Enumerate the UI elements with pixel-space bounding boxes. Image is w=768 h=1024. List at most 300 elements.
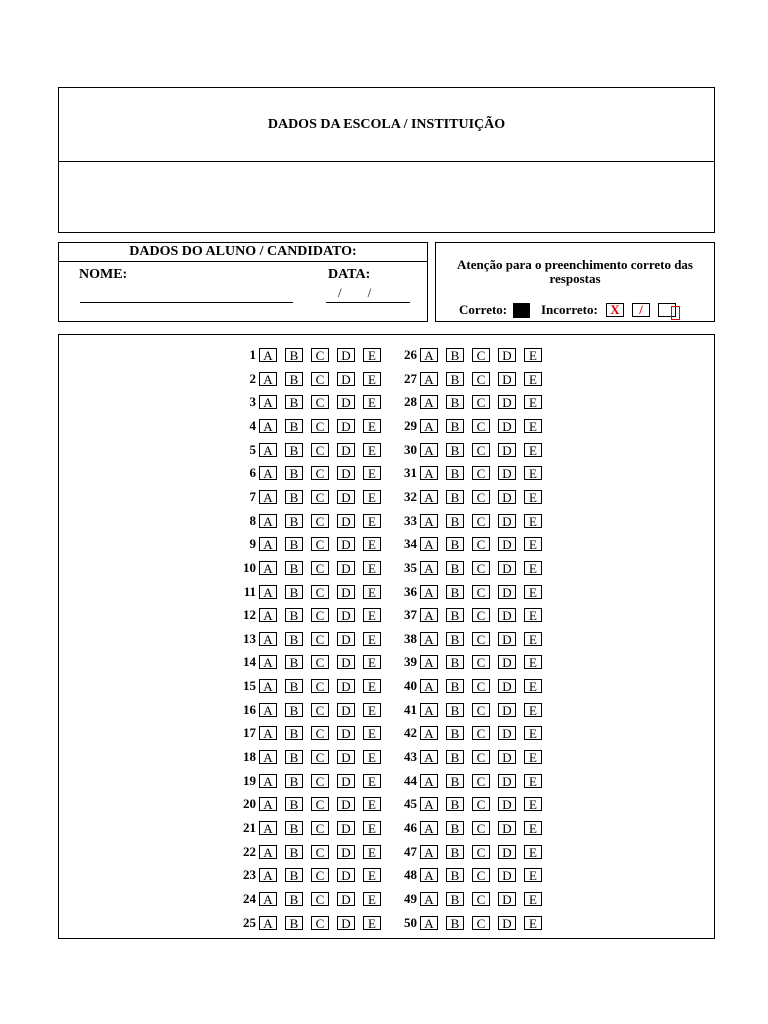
answer-option-c[interactable]: C [311, 821, 329, 835]
answer-option-e[interactable]: E [363, 443, 381, 457]
answer-option-c[interactable]: C [472, 655, 490, 669]
answer-option-b[interactable]: B [285, 750, 303, 764]
answer-option-e[interactable]: E [524, 655, 542, 669]
answer-option-d[interactable]: D [337, 561, 355, 575]
answer-option-d[interactable]: D [337, 490, 355, 504]
answer-option-e[interactable]: E [363, 466, 381, 480]
answer-option-e[interactable]: E [524, 514, 542, 528]
answer-option-c[interactable]: C [311, 750, 329, 764]
answer-option-c[interactable]: C [472, 537, 490, 551]
answer-option-a[interactable]: A [259, 797, 277, 811]
answer-option-a[interactable]: A [259, 537, 277, 551]
answer-option-b[interactable]: B [285, 537, 303, 551]
answer-option-d[interactable]: D [498, 821, 516, 835]
answer-option-a[interactable]: A [259, 679, 277, 693]
student-data-box [58, 242, 428, 322]
question-number: 5 [249, 441, 256, 457]
answer-option-d[interactable]: D [498, 774, 516, 788]
answer-option-a[interactable]: A [420, 372, 438, 386]
answer-option-b[interactable]: B [285, 395, 303, 409]
answer-option-d[interactable]: D [498, 395, 516, 409]
question-number: 33 [404, 512, 417, 528]
question-number: 7 [249, 488, 256, 504]
answer-option-c[interactable]: C [311, 608, 329, 622]
answer-option-b[interactable]: B [446, 372, 464, 386]
answer-option-d[interactable]: D [337, 632, 355, 646]
answer-option-a[interactable]: A [420, 750, 438, 764]
answer-option-d[interactable]: D [498, 655, 516, 669]
answer-option-c[interactable]: C [311, 561, 329, 575]
answer-option-b[interactable]: B [285, 797, 303, 811]
question-number: 11 [243, 583, 256, 599]
answer-option-d[interactable]: D [498, 726, 516, 740]
question-number: 12 [243, 607, 256, 623]
answer-option-e[interactable]: E [363, 797, 381, 811]
answer-option-b[interactable]: B [446, 821, 464, 835]
answer-option-a[interactable]: A [420, 916, 438, 930]
answer-option-b[interactable]: B [446, 537, 464, 551]
answer-option-d[interactable]: D [337, 679, 355, 693]
answer-option-d[interactable]: D [498, 561, 516, 575]
answer-option-d[interactable]: D [337, 845, 355, 859]
answer-option-c[interactable]: C [472, 868, 490, 882]
answer-option-b[interactable]: B [446, 703, 464, 717]
answer-option-b[interactable]: B [446, 395, 464, 409]
answer-option-a[interactable]: A [259, 655, 277, 669]
answer-option-d[interactable]: D [498, 797, 516, 811]
answer-option-e[interactable]: E [363, 774, 381, 788]
answer-option-e[interactable]: E [524, 845, 542, 859]
question-number: 50 [404, 914, 417, 930]
answer-option-c[interactable]: C [472, 892, 490, 906]
answer-option-b[interactable]: B [285, 868, 303, 882]
answer-option-d[interactable]: D [498, 703, 516, 717]
question-number: 28 [404, 394, 417, 410]
answer-option-e[interactable]: E [524, 395, 542, 409]
answer-option-c[interactable]: C [472, 466, 490, 480]
answer-option-b[interactable]: B [285, 443, 303, 457]
answer-option-d[interactable]: D [498, 419, 516, 433]
question-number: 45 [404, 796, 417, 812]
answer-option-a[interactable]: A [420, 726, 438, 740]
answer-option-a[interactable]: A [420, 514, 438, 528]
answer-option-b[interactable]: B [285, 466, 303, 480]
correct-label: Correto: [459, 302, 508, 317]
answer-option-c[interactable]: C [311, 726, 329, 740]
answer-option-c[interactable]: C [472, 608, 490, 622]
answer-option-b[interactable]: B [446, 608, 464, 622]
answer-option-a[interactable]: A [259, 348, 277, 362]
answer-option-a[interactable]: A [259, 750, 277, 764]
answer-option-a[interactable]: A [259, 514, 277, 528]
answer-option-b[interactable]: B [285, 774, 303, 788]
answer-option-c[interactable]: C [472, 726, 490, 740]
question-number: 16 [243, 701, 256, 717]
answer-option-a[interactable]: A [259, 632, 277, 646]
answer-option-a[interactable]: A [420, 797, 438, 811]
answer-option-e[interactable]: E [363, 868, 381, 882]
answer-option-c[interactable]: C [311, 703, 329, 717]
answer-option-d[interactable]: D [337, 916, 355, 930]
answer-option-d[interactable]: D [498, 372, 516, 386]
answer-option-e[interactable]: E [524, 774, 542, 788]
question-number: 40 [404, 678, 417, 694]
answer-option-a[interactable]: A [259, 821, 277, 835]
answer-option-c[interactable]: C [472, 845, 490, 859]
answer-option-b[interactable]: B [285, 419, 303, 433]
answer-option-a[interactable]: A [420, 419, 438, 433]
answer-option-b[interactable]: B [446, 679, 464, 693]
answer-option-e[interactable]: E [524, 443, 542, 457]
answer-option-e[interactable]: E [524, 585, 542, 599]
answer-option-d[interactable]: D [498, 585, 516, 599]
answer-option-d[interactable]: D [498, 537, 516, 551]
answer-option-a[interactable]: A [420, 608, 438, 622]
answer-option-b[interactable]: B [285, 585, 303, 599]
question-number: 30 [404, 441, 417, 457]
answer-option-b[interactable]: B [446, 466, 464, 480]
answer-option-e[interactable]: E [524, 797, 542, 811]
question-number: 9 [249, 536, 256, 552]
question-number: 10 [243, 559, 256, 575]
answer-option-c[interactable]: C [311, 892, 329, 906]
answer-option-d[interactable]: D [337, 868, 355, 882]
answer-option-b[interactable]: B [285, 916, 303, 930]
answer-option-e[interactable]: E [524, 466, 542, 480]
answer-option-d[interactable]: D [498, 490, 516, 504]
answer-option-d[interactable]: D [498, 679, 516, 693]
answer-option-b[interactable]: B [446, 750, 464, 764]
answer-option-b[interactable]: B [285, 608, 303, 622]
answer-option-c[interactable]: C [472, 395, 490, 409]
answer-option-b[interactable]: B [446, 868, 464, 882]
answer-option-c[interactable]: C [472, 750, 490, 764]
answer-option-a[interactable]: A [420, 655, 438, 669]
answer-option-d[interactable]: D [337, 372, 355, 386]
question-number: 13 [243, 630, 256, 646]
answer-option-a[interactable]: A [420, 395, 438, 409]
answer-grid [59, 335, 714, 938]
question-number: 22 [243, 843, 256, 859]
answer-option-e[interactable]: E [363, 514, 381, 528]
answer-option-d[interactable]: D [498, 892, 516, 906]
question-number: 44 [404, 772, 417, 788]
answer-option-d[interactable]: D [337, 655, 355, 669]
answer-option-c[interactable]: C [311, 490, 329, 504]
answer-option-a[interactable]: A [420, 466, 438, 480]
answer-option-e[interactable]: E [363, 703, 381, 717]
answer-option-b[interactable]: B [446, 845, 464, 859]
answer-option-d[interactable]: D [498, 916, 516, 930]
answer-option-e[interactable]: E [363, 845, 381, 859]
answer-option-d[interactable]: D [337, 585, 355, 599]
answer-option-a[interactable]: A [420, 845, 438, 859]
answer-option-c[interactable]: C [311, 348, 329, 362]
answer-option-e[interactable]: E [363, 892, 381, 906]
answer-option-d[interactable]: D [337, 395, 355, 409]
answer-option-e[interactable]: E [363, 726, 381, 740]
incorrect-mark-slash: / [632, 303, 650, 317]
answer-option-c[interactable]: C [311, 514, 329, 528]
answer-option-b[interactable]: B [446, 797, 464, 811]
answer-option-b[interactable]: B [285, 655, 303, 669]
question-number: 15 [243, 678, 256, 694]
answer-option-b[interactable]: B [446, 916, 464, 930]
answer-option-e[interactable]: E [363, 561, 381, 575]
answer-option-d[interactable]: D [337, 774, 355, 788]
answer-option-a[interactable]: A [259, 372, 277, 386]
answer-option-e[interactable]: E [363, 490, 381, 504]
answer-option-a[interactable]: A [259, 608, 277, 622]
answer-option-c[interactable]: C [472, 372, 490, 386]
answer-option-d[interactable]: D [498, 466, 516, 480]
answer-option-b[interactable]: B [285, 561, 303, 575]
answer-option-b[interactable]: B [285, 726, 303, 740]
answer-option-c[interactable]: C [472, 490, 490, 504]
answer-option-a[interactable]: A [259, 916, 277, 930]
answer-option-b[interactable]: B [285, 679, 303, 693]
answer-option-e[interactable]: E [524, 608, 542, 622]
answer-option-c[interactable]: C [311, 655, 329, 669]
answer-option-a[interactable]: A [420, 703, 438, 717]
answer-option-e[interactable]: E [524, 679, 542, 693]
question-number: 17 [243, 725, 256, 741]
answer-option-d[interactable]: D [337, 348, 355, 362]
answer-option-e[interactable]: E [524, 537, 542, 551]
answer-option-d[interactable]: D [337, 726, 355, 740]
answer-option-d[interactable]: D [337, 443, 355, 457]
answer-option-a[interactable]: A [259, 466, 277, 480]
answer-option-c[interactable]: C [472, 821, 490, 835]
answer-option-a[interactable]: A [420, 537, 438, 551]
answer-option-c[interactable]: C [472, 419, 490, 433]
answer-option-e[interactable]: E [524, 892, 542, 906]
answer-option-d[interactable]: D [498, 632, 516, 646]
correct-mark-sample [513, 303, 530, 318]
answer-option-d[interactable]: D [337, 537, 355, 551]
answer-option-b[interactable]: B [446, 726, 464, 740]
answer-option-e[interactable]: E [363, 537, 381, 551]
answer-option-d[interactable]: D [337, 608, 355, 622]
answer-option-e[interactable]: E [363, 395, 381, 409]
answer-option-b[interactable]: B [285, 372, 303, 386]
answer-option-e[interactable]: E [363, 419, 381, 433]
answer-option-c[interactable]: C [311, 916, 329, 930]
answer-option-b[interactable]: B [285, 821, 303, 835]
answer-option-e[interactable]: E [363, 750, 381, 764]
answer-option-c[interactable]: C [472, 774, 490, 788]
school-data-area[interactable] [59, 162, 714, 232]
answer-option-d[interactable]: D [498, 514, 516, 528]
answer-option-a[interactable]: A [259, 868, 277, 882]
answer-option-c[interactable]: C [311, 774, 329, 788]
answer-option-b[interactable]: B [285, 490, 303, 504]
answer-option-a[interactable]: A [259, 490, 277, 504]
name-field[interactable] [80, 302, 293, 303]
answer-option-a[interactable]: A [420, 490, 438, 504]
answer-option-b[interactable]: B [446, 490, 464, 504]
answer-option-d[interactable]: D [337, 514, 355, 528]
answer-option-d[interactable]: D [337, 892, 355, 906]
answer-option-c[interactable]: C [472, 703, 490, 717]
answer-option-d[interactable]: D [498, 750, 516, 764]
question-number: 8 [249, 512, 256, 528]
question-number: 18 [243, 749, 256, 765]
question-number: 36 [404, 583, 417, 599]
answer-option-a[interactable]: A [259, 585, 277, 599]
answer-option-e[interactable]: E [524, 821, 542, 835]
answer-option-b[interactable]: B [446, 348, 464, 362]
answer-option-d[interactable]: D [337, 797, 355, 811]
answer-option-e[interactable]: E [363, 821, 381, 835]
name-label: NOME: [79, 267, 128, 282]
answer-option-a[interactable]: A [420, 679, 438, 693]
answer-option-d[interactable]: D [498, 608, 516, 622]
answer-option-c[interactable]: C [311, 632, 329, 646]
answer-option-e[interactable]: E [363, 585, 381, 599]
answer-grid-box [58, 334, 715, 939]
answer-option-b[interactable]: B [285, 703, 303, 717]
answer-option-a[interactable]: A [420, 821, 438, 835]
answer-option-a[interactable]: A [420, 774, 438, 788]
answer-option-e[interactable]: E [524, 703, 542, 717]
answer-option-e[interactable]: E [524, 632, 542, 646]
instructions-box [435, 242, 715, 322]
incorrect-mark-x: X [606, 303, 624, 317]
answer-option-c[interactable]: C [311, 868, 329, 882]
answer-option-c[interactable]: C [311, 537, 329, 551]
answer-option-c[interactable]: C [311, 395, 329, 409]
answer-option-d[interactable]: D [498, 868, 516, 882]
question-number: 35 [404, 559, 417, 575]
question-number: 19 [243, 772, 256, 788]
answer-option-a[interactable]: A [259, 703, 277, 717]
answer-option-b[interactable]: B [285, 632, 303, 646]
answer-option-a[interactable]: A [420, 632, 438, 646]
answer-option-b[interactable]: B [446, 561, 464, 575]
question-number: 47 [404, 843, 417, 859]
question-number: 38 [404, 630, 417, 646]
question-number: 20 [243, 796, 256, 812]
answer-option-e[interactable]: E [524, 726, 542, 740]
answer-option-e[interactable]: E [363, 348, 381, 362]
answer-option-a[interactable]: A [420, 892, 438, 906]
answer-option-e[interactable]: E [363, 655, 381, 669]
answer-option-d[interactable]: D [337, 821, 355, 835]
answer-option-b[interactable]: B [446, 892, 464, 906]
answer-option-c[interactable]: C [472, 561, 490, 575]
answer-option-a[interactable]: A [259, 395, 277, 409]
answer-option-b[interactable]: B [446, 655, 464, 669]
answer-option-b[interactable]: B [446, 443, 464, 457]
answer-option-c[interactable]: C [472, 916, 490, 930]
answer-option-d[interactable]: D [337, 419, 355, 433]
answer-option-c[interactable]: C [311, 679, 329, 693]
answer-option-a[interactable]: A [420, 443, 438, 457]
answer-option-a[interactable]: A [259, 726, 277, 740]
answer-option-e[interactable]: E [524, 750, 542, 764]
answer-option-e[interactable]: E [363, 608, 381, 622]
answer-option-b[interactable]: B [446, 419, 464, 433]
answer-option-c[interactable]: C [472, 632, 490, 646]
answer-option-b[interactable]: B [446, 632, 464, 646]
answer-option-e[interactable]: E [524, 868, 542, 882]
question-number: 48 [404, 867, 417, 883]
answer-option-c[interactable]: C [311, 845, 329, 859]
answer-option-c[interactable]: C [472, 679, 490, 693]
answer-option-a[interactable]: A [259, 892, 277, 906]
answer-option-c[interactable]: C [311, 372, 329, 386]
answer-option-a[interactable]: A [259, 845, 277, 859]
answer-option-a[interactable]: A [259, 774, 277, 788]
answer-option-c[interactable]: C [311, 443, 329, 457]
answer-option-e[interactable]: E [524, 561, 542, 575]
answer-option-a[interactable]: A [420, 868, 438, 882]
answer-option-c[interactable]: C [472, 514, 490, 528]
answer-option-b[interactable]: B [285, 348, 303, 362]
answer-option-d[interactable]: D [337, 466, 355, 480]
answer-option-a[interactable]: A [259, 443, 277, 457]
answer-option-c[interactable]: C [311, 466, 329, 480]
incorrect-mark-glyph [671, 306, 680, 320]
answer-option-b[interactable]: B [285, 892, 303, 906]
answer-option-c[interactable]: C [311, 419, 329, 433]
answer-option-e[interactable]: E [363, 916, 381, 930]
answer-option-d[interactable]: D [337, 703, 355, 717]
answer-option-e[interactable]: E [363, 372, 381, 386]
answer-option-e[interactable]: E [524, 348, 542, 362]
answer-option-a[interactable]: A [420, 585, 438, 599]
answer-option-b[interactable]: B [285, 845, 303, 859]
question-number: 21 [243, 820, 256, 835]
answer-option-a[interactable]: A [420, 561, 438, 575]
answer-option-e[interactable]: E [524, 419, 542, 433]
answer-option-c[interactable]: C [472, 797, 490, 811]
answer-option-b[interactable]: B [446, 585, 464, 599]
answer-option-e[interactable]: E [363, 679, 381, 693]
answer-option-e[interactable]: E [524, 372, 542, 386]
question-number: 37 [404, 607, 417, 623]
answer-option-d[interactable]: D [337, 750, 355, 764]
answer-option-c[interactable]: C [472, 443, 490, 457]
date-label: DATA: [328, 267, 371, 282]
answer-option-b[interactable]: B [285, 514, 303, 528]
instructions-text: Atenção para o preenchimento correto das respostas [456, 257, 693, 286]
answer-option-b[interactable]: B [446, 514, 464, 528]
question-number: 6 [249, 465, 256, 481]
date-separators: / / [338, 285, 372, 300]
question-number: 46 [404, 820, 417, 835]
school-data-title: DADOS DA ESCOLA / INSTITUIÇÃO [59, 88, 714, 162]
question-number: 29 [404, 417, 417, 433]
answer-option-e[interactable]: E [524, 490, 542, 504]
answer-option-e[interactable]: E [363, 632, 381, 646]
answer-option-b[interactable]: B [446, 774, 464, 788]
answer-option-e[interactable]: E [524, 916, 542, 930]
answer-option-c[interactable]: C [472, 348, 490, 362]
date-field[interactable] [326, 302, 410, 303]
answer-option-d[interactable]: D [498, 443, 516, 457]
answer-option-c[interactable]: C [311, 585, 329, 599]
answer-option-a[interactable]: A [259, 561, 277, 575]
question-number: 41 [404, 701, 417, 717]
answer-option-a[interactable]: A [259, 419, 277, 433]
answer-option-d[interactable]: D [498, 845, 516, 859]
answer-option-d[interactable]: D [498, 348, 516, 362]
answer-option-c[interactable]: C [472, 585, 490, 599]
answer-option-c[interactable]: C [311, 797, 329, 811]
answer-option-a[interactable]: A [420, 348, 438, 362]
